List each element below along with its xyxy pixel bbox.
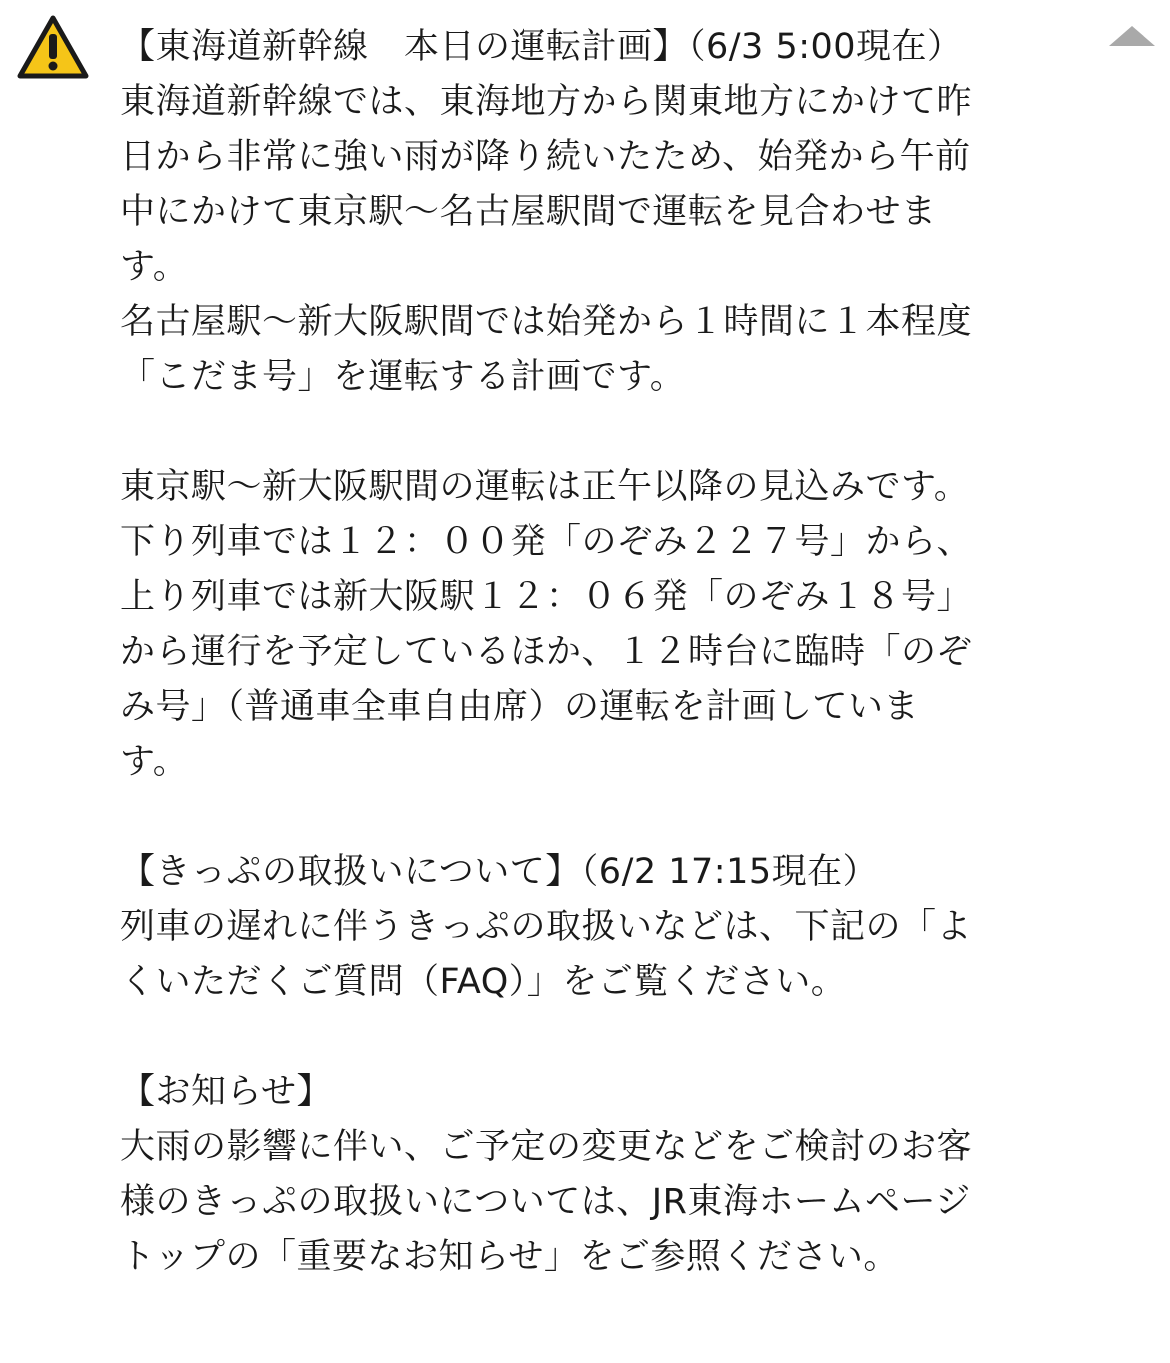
notice-line: から運行を予定しているほか、１２時台に臨時「のぞ [120,632,973,672]
operation-plan-heading: 【東海道新幹線 本日の運転計画】（6/3 5:00現在） [120,27,963,67]
service-notice [120,20,1060,1285]
section-spacer [120,1010,1060,1065]
announcement-section [120,1065,1060,1285]
notice-line: 大雨の影響に伴い、ご予定の変更などをご検討のお客 [120,1127,973,1167]
announcement-heading: 【お知らせ】 [120,1072,332,1112]
resumption-section [120,460,1060,790]
warning-triangle-icon [16,14,90,80]
notice-line: 日から非常に強い雨が降り続いたため、始発から午前 [120,137,971,177]
notice-line: 様のきっぷの取扱いについては、JR東海ホームページ [120,1182,971,1222]
tickets-heading: 【きっぷの取扱いについて】（6/2 17:15現在） [120,852,879,892]
notice-line: 東京駅〜新大阪駅間の運転は正午以降の見込みです。 [120,467,970,507]
notice-line: 上り列車では新大阪駅１２：０６発「のぞみ１８号」 [120,577,973,617]
notice-line: くいただくご質問（FAQ）」をご覧ください。 [120,962,847,1002]
notice-line: 名古屋駅〜新大阪駅間では始発から１時間に１本程度 [120,302,973,342]
notice-line: 東海道新幹線では、東海地方から関東地方にかけて昨 [120,82,973,122]
notice-line: す。 [120,742,189,782]
tickets-section [120,845,1060,1010]
collapse-up-icon[interactable] [1107,24,1157,48]
notice-line: み号」（普通車全車自由席）の運転を計画していま [120,687,920,727]
notice-line: 中にかけて東京駅〜名古屋駅間で運転を見合わせま [120,192,937,232]
notice-line: 下り列車では１２：００発「のぞみ２２７号」から、 [120,522,973,562]
operation-plan-section [120,20,1060,405]
notice-line: 列車の遅れに伴うきっぷの取扱いなどは、下記の「よ [120,907,973,947]
notice-line: す。 [120,247,189,287]
section-spacer [120,790,1060,845]
section-spacer [120,405,1060,460]
notice-line: 「こだま号」を運転する計画です。 [120,357,686,397]
notice-line: トップの「重要なお知らせ」をご参照ください。 [120,1237,899,1277]
